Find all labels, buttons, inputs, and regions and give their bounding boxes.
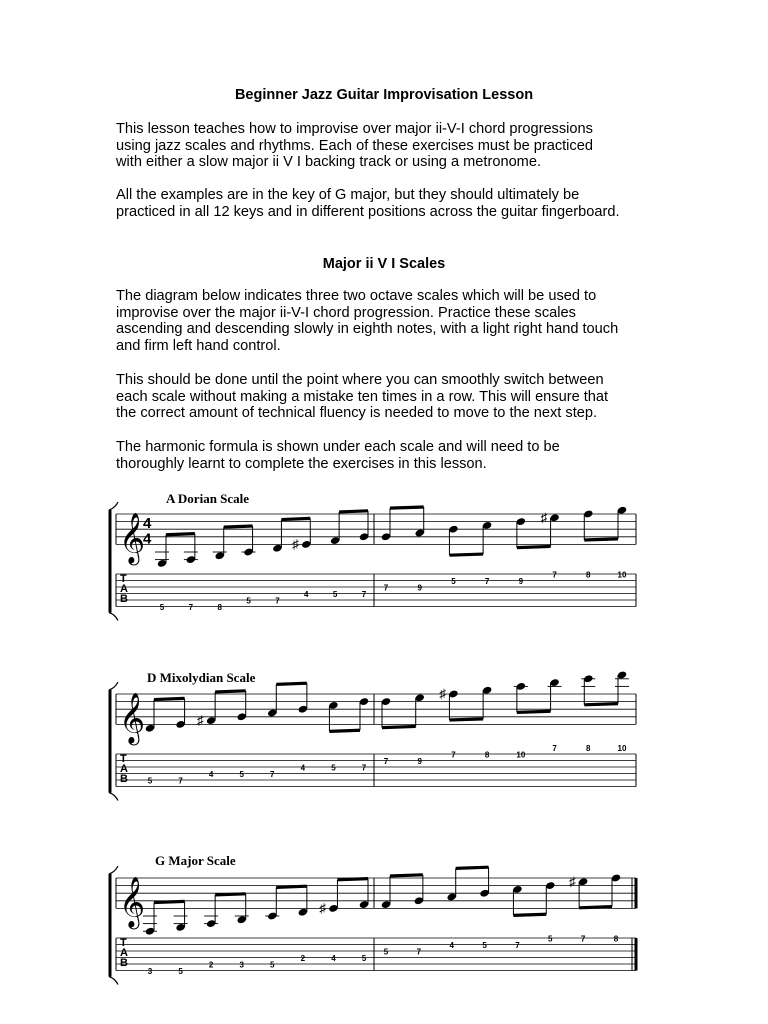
bracket-hook [109, 613, 118, 621]
eighth-beam [154, 901, 185, 902]
tab-letter: A [120, 583, 128, 595]
tab-letter: A [120, 763, 128, 775]
eighth-beam [584, 539, 618, 540]
eighth-beam [281, 518, 310, 519]
tab-letter: A [120, 947, 128, 959]
tab-letter: B [120, 957, 128, 969]
text-line: improvise over the major ii-V-I chord progression. Practice these scales [116, 304, 576, 321]
tab-fret-number: 7 [552, 570, 557, 580]
tab-fret-number: 5 [548, 934, 553, 944]
tab-fret-number: 4 [331, 954, 336, 963]
tab-fret-number: 9 [518, 577, 524, 586]
tab-fret-number: 5 [147, 776, 153, 786]
tab-fret-number: 5 [331, 763, 336, 773]
tab-fret-number: 5 [482, 941, 487, 950]
eighth-beam [449, 719, 483, 720]
sharp-accidental: ♯ [540, 509, 548, 525]
page-title: Beginner Jazz Guitar Improvisation Lesson [234, 87, 534, 103]
tab-fret-number: 5 [383, 947, 389, 957]
text-line: each scale without making a mistake ten times in a row. This will ensure that [116, 388, 609, 405]
eighth-beam [517, 711, 551, 712]
tab-letter: T [120, 937, 127, 949]
tab-fret-number: 4 [208, 770, 214, 779]
scale-system-d-mixolydian [100, 680, 650, 805]
tab-fret-number: 4 [449, 941, 454, 950]
tab-fret-number: 7 [361, 763, 367, 773]
sharp-accidental: ♯ [292, 536, 299, 552]
text-line: ascending and descending slowly in eighth notes, with a light right hand touch [116, 321, 619, 338]
eighth-beam [276, 683, 307, 684]
eighth-beam [449, 554, 483, 555]
scale-title: A Dorian Scale [166, 491, 250, 506]
text-line: and firm left hand control. [116, 337, 281, 354]
tab-fret-number: 7 [270, 770, 275, 779]
bracket-hook [109, 977, 118, 985]
body-paragraph-2 [116, 372, 676, 422]
tab-fret-number: 7 [552, 744, 557, 753]
tab-fret-number: 5 [159, 603, 165, 612]
bracket-hook [109, 682, 118, 690]
tab-fret-number: 8 [613, 934, 619, 944]
intro-paragraph-2 [116, 187, 676, 220]
tab-letter: T [120, 753, 127, 765]
eighth-beam [154, 698, 185, 699]
tab-fret-number: 9 [417, 583, 422, 593]
eighth-beam [390, 875, 423, 876]
eighth-beam [513, 914, 546, 915]
bracket-hook [109, 866, 118, 874]
tab-fret-number: 7 [178, 776, 183, 786]
tab-fret-number: 7 [451, 750, 456, 760]
tab-fret-number: 9 [417, 757, 422, 766]
body-paragraph-1 [116, 288, 676, 354]
tab-fret-number: 5 [270, 960, 275, 970]
bracket-hook [109, 793, 118, 801]
tab-fret-number: 8 [586, 570, 591, 580]
eighth-beam [579, 907, 612, 908]
tab-letter: T [120, 573, 127, 585]
sharp-accidental: ♯ [439, 686, 446, 701]
text-line: practiced in all 12 keys and in different positions across the guitar fingerboard. [116, 203, 620, 220]
eighth-beam [329, 730, 360, 731]
eighth-beam [456, 867, 489, 868]
tab-fret-number: 10 [617, 570, 627, 580]
text-line: thoroughly learnt to complete the exercises in this lesson. [116, 455, 487, 472]
eighth-beam [517, 546, 551, 547]
eighth-beam [224, 526, 253, 527]
scale-system-a-dorian [100, 500, 650, 625]
tab-fret-number: 7 [383, 583, 389, 593]
tab-fret-number: 10 [516, 750, 526, 760]
time-signature-bottom: 4 [143, 530, 152, 548]
eighth-beam [390, 507, 424, 508]
eighth-beam [166, 534, 195, 535]
text-line: The harmonic formula is shown under each scale and will need to be [116, 439, 560, 455]
eighth-beam [382, 726, 416, 727]
scale-system-g-major [100, 864, 650, 989]
treble-clef-icon: 𝄞 [119, 693, 146, 743]
sharp-accidental: ♯ [569, 873, 576, 889]
tab-fret-number: 8 [484, 750, 490, 760]
text-line: using jazz scales and rhythms. Each of these exercises must be practiced [116, 137, 593, 154]
sharp-accidental: ♯ [319, 900, 326, 916]
tab-fret-number: 5 [239, 770, 244, 779]
tab-fret-number: 8 [586, 744, 591, 753]
tab-fret-number: 5 [246, 596, 251, 606]
eighth-beam [339, 511, 368, 512]
tab-fret-number: 5 [451, 577, 456, 586]
treble-clef-icon: 𝄞 [119, 877, 146, 927]
eighth-beam [584, 704, 618, 705]
tab-fret-number: 4 [304, 590, 309, 599]
tab-fret-number: 7 [275, 596, 280, 606]
eighth-beam [276, 886, 307, 887]
tab-fret-number: 5 [361, 954, 367, 963]
tab-fret-number: 7 [361, 590, 367, 599]
tab-fret-number: 7 [580, 934, 586, 944]
tab-fret-number: 2 [300, 954, 306, 963]
scale-title: D Mixolydian Scale [147, 670, 256, 685]
tab-fret-number: 3 [147, 967, 153, 976]
tab-fret-number: 2 [208, 960, 214, 970]
tab-fret-number: 3 [239, 960, 244, 970]
tab-letter: B [120, 593, 128, 605]
text-line: the correct amount of technical fluency is needed to move to the next step. [116, 405, 598, 422]
body-paragraph-3 [116, 439, 676, 472]
tab-fret-number: 4 [300, 763, 306, 773]
section-title: Major ii V I Scales [322, 256, 446, 272]
tab-fret-number: 7 [188, 603, 194, 612]
eighth-beam [337, 879, 368, 880]
tab-fret-number: 8 [217, 603, 222, 612]
text-line: with either a slow major ii V I backing track or using a metronome. [116, 154, 542, 171]
text-line: The diagram below indicates three two octave scales which will be used to [116, 288, 597, 304]
intro-paragraph-1 [116, 121, 676, 171]
tab-fret-number: 7 [484, 577, 490, 586]
treble-clef-icon: 𝄞 [119, 513, 146, 563]
tab-fret-number: 7 [515, 941, 520, 950]
tab-fret-number: 10 [617, 744, 627, 753]
tab-fret-number: 5 [332, 590, 338, 599]
tab-letter: B [120, 773, 128, 785]
tab-fret-number: 7 [383, 757, 389, 766]
eighth-beam [215, 691, 246, 692]
sharp-accidental: ♯ [197, 712, 204, 728]
time-signature-top: 4 [143, 515, 152, 533]
bracket-hook [109, 502, 118, 510]
text-line: This lesson teaches how to improvise over major ii-V-I chord progressions [116, 121, 593, 137]
scale-title: G Major Scale [155, 853, 236, 868]
tab-fret-number: 5 [178, 967, 183, 976]
eighth-beam [215, 894, 246, 895]
tab-fret-number: 7 [416, 947, 422, 957]
text-line: This should be done until the point where you can smoothly switch between [116, 372, 604, 388]
text-line: All the examples are in the key of G major, but they should ultimately be [116, 187, 580, 203]
